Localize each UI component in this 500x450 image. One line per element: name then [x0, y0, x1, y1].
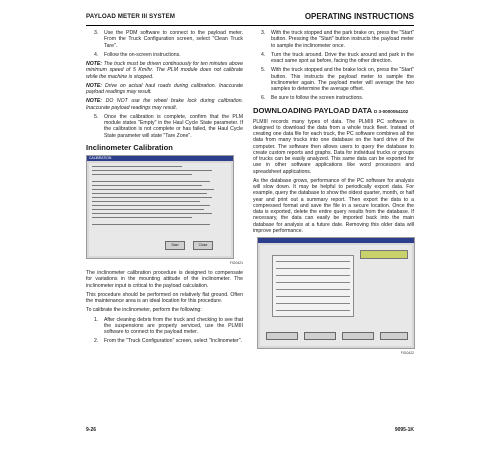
page-number: 9-26 — [86, 427, 97, 433]
section-code: D 3-0000054102 — [373, 108, 409, 114]
close-button[interactable]: Close — [193, 241, 213, 250]
dialog-title-bar: CALIBRATION — [87, 156, 233, 161]
body-paragraph: As the database grows, performance of the PC software for analysis will slow down. It may be helpful to periodically export data. For example, query the database to show the oldest quarter, month, or half year and print out a summary report. Then export the data to a compressed format and save the file in a secure location. Once the data is exported, delete the entire query results from the database. If necessary, the data can easily be imported back into the main database for analysis at a future date. Removing this older data will improve performance. — [253, 177, 414, 234]
section-heading: Inclinometer Calibration — [86, 142, 173, 152]
step-text: From the "Truck Configuration" screen, select "Inclinometer". — [104, 338, 242, 345]
note-paragraph: NOTE: DO NOT use the wheel brake lock during calibration. Inaccurate payload readings may result. — [86, 98, 243, 111]
left-column — [86, 30, 243, 348]
window-button[interactable] — [342, 332, 374, 340]
step-text: After cleaning debris from the truck and checking to see that the suspensions are properly serviced, use the PLMIII software to connect to the payload meter. — [104, 316, 243, 335]
figure-id: FIG0422 — [400, 351, 414, 355]
right-column — [253, 30, 414, 360]
step-item: 5. Once the calibration is complete, confirm that the PLM module states "Empty" in the Haul Cycle State parameter. If the calibration is not complete or has failed, the Haul Cycle State parameter will state "Tare Zone". — [94, 113, 243, 139]
window-button[interactable] — [304, 332, 336, 340]
calibration-dialog-figure — [86, 155, 234, 259]
step-text: Once the calibration is complete, confirm that the PLM module states "Empty" in the Haul Cycle State parameter. If the calibration is not complete or has failed, the Haul Cycle State parameter will state "Tare Zone". — [104, 113, 243, 139]
figure-id: FIG0421 — [229, 260, 243, 265]
window-body — [260, 245, 412, 346]
fleet-data-panel — [272, 255, 354, 317]
status-banner — [360, 250, 408, 259]
database-screen-figure — [257, 237, 415, 349]
note-paragraph: NOTE: Drive on actual haul roads during calibration. Inaccurate payload readings may result. — [86, 82, 243, 95]
step-item: 3. With the truck stopped and the park brake on, press the "Start" button. Pressing the "Start" button instructs the payload meter to sample the inclinometer once. — [261, 30, 414, 49]
window-button[interactable] — [266, 332, 298, 340]
note-paragraph: NOTE: The truck must be driven continuously for ten minutes above minimum speed of 5 Km/hr. The PLM module does not calibrate while the machine is stopped. — [86, 61, 243, 80]
step-item: 4. Follow the on-screen instructions. — [86, 52, 243, 58]
body-paragraph: PLMIII records many types of data. The PLMIII PC software is designed to download the data from a whole truck fleet. Instead of creating one data file for each truck, the PC software combines all the data from many trucks into one database on the hard drive of the computer. The software then allows users to query the database to create custom reports and graphs. Data for individual trucks or groups of trucks can be easily analyzed. This same data can be exported for use in other software applications like word processors and spreadsheet applications. — [253, 118, 414, 175]
section-heading: DOWNLOADING PAYLOAD DATA D 3-0000054102 — [253, 105, 409, 115]
step-text: Turn the truck around. Drive the truck around and park in the exact same spot as before, facing the other direction. — [271, 51, 414, 64]
step-text: Use the PDM software to connect to the payload meter. From the Truck Configuration screen, select "Clean Truck Tare". — [104, 30, 243, 49]
page-header — [86, 13, 414, 26]
document-code: 9095-1K — [394, 427, 414, 433]
step-item: 2. From the "Truck Configuration" screen, select "Inclinometer". — [94, 338, 242, 345]
step-text: With the truck stopped and the park brake on, press the "Start" button. Pressing the "Start" button instructs the payload meter to sample the inclinometer once. — [271, 30, 414, 49]
dialog-body — [89, 163, 231, 256]
header-chapter-title: OPERATING INSTRUCTIONS — [304, 12, 414, 21]
body-paragraph: To calibrate the inclinometer, perform the following: — [86, 307, 202, 314]
step-item: 4. Turn the truck around. Drive the truck around and park in the exact same spot as before, facing the other direction. — [261, 51, 414, 64]
step-text: Follow the on-screen instructions. — [104, 51, 181, 58]
step-item: 6. Be sure to follow the screen instructions. — [253, 95, 414, 101]
header-section-title: PAYLOAD METER III SYSTEM — [86, 13, 176, 20]
window-title-bar — [258, 238, 414, 243]
step-item: 3. Use the PDM software to connect to the payload meter. From the Truck Configuration screen, select "Clean Truck Tare". — [94, 30, 243, 49]
step-item: 1. After cleaning debris from the truck and checking to see that the suspensions are properly serviced, use the PLMIII software to connect to the payload meter. — [94, 316, 243, 335]
step-item: 5. With the truck stopped and the brake lock on, press the "Start" button. This instructs the payload meter to sample the inclinometer again. The payload meter will average the two samples to determine the average offset. — [261, 67, 414, 92]
start-button[interactable]: Start — [165, 241, 185, 250]
step-text: Be sure to follow the screen instructions. — [271, 95, 364, 102]
body-paragraph: This procedure should be performed on relatively flat ground. Often the maintenance area is an ideal location for this procedure. — [86, 291, 243, 304]
window-button[interactable] — [380, 332, 408, 340]
body-paragraph: The inclinometer calibration procedure is designed to compensate for variations in the mounting attitude of the inclinometer. The inclinometer input is critical to the payload calculation. — [86, 270, 243, 289]
step-text: With the truck stopped and the brake lock on, press the "Start" button. This instructs the payload meter to sample the inclinometer again. The payload meter will average the two samples to determine the average offset. — [271, 67, 414, 92]
